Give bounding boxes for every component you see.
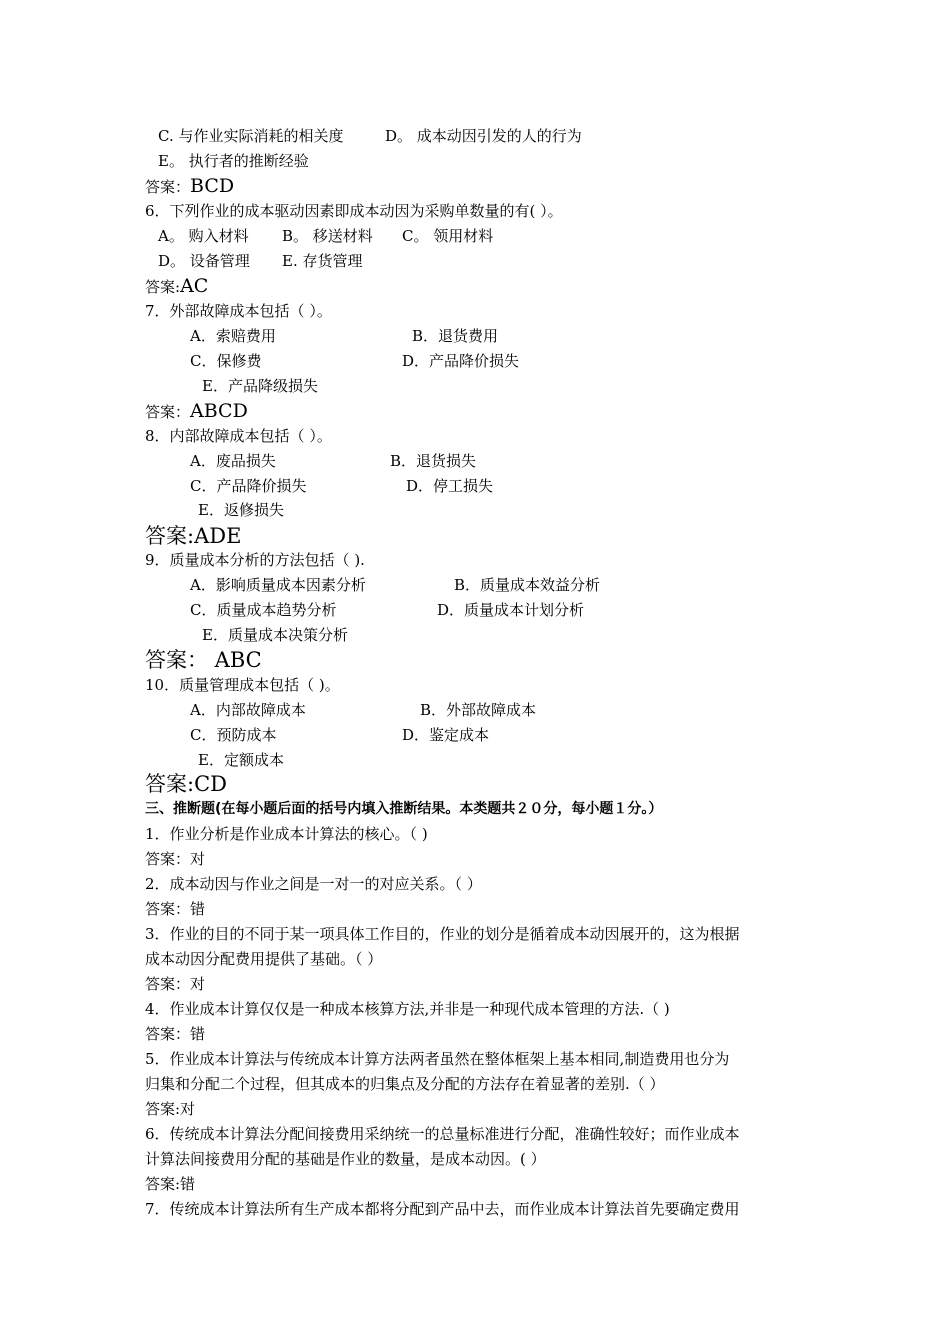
q6-option-c: C。 领用材料 [402, 227, 494, 245]
tf-question-2: 2．成本动因与作业之间是一对一的对应关系。（ ） [145, 875, 482, 893]
tf-question-1: 1．作业分析是作业成本计算法的核心。（ ) [145, 825, 428, 843]
tf-question-3-line1: 3．作业的目的不同于某一项具体工作目的，作业的划分是循着成本动因展开的，这为根据 [145, 925, 740, 943]
q10-option-a: A．内部故障成本 [190, 701, 306, 719]
q7-option-b: B．退货费用 [412, 327, 499, 345]
q7-answer-value: ABCD [190, 400, 248, 422]
tf-answer-4: 答案：错 [145, 1025, 206, 1043]
tf-question-7-line1: 7．传统成本计算法所有生产成本都将分配到产品中去，而作业成本计算法首先要确定费用 [145, 1200, 740, 1218]
q6-answer: 答案:AC [145, 275, 209, 297]
q8-option-a: A．废品损失 [190, 452, 276, 470]
q8-stem: 8．内部故障成本包括（ ）。 [145, 427, 332, 445]
q10-option-c: C．预防成本 [190, 726, 277, 744]
q10-option-d: D．鉴定成本 [402, 726, 490, 744]
q7-option-d: D．产品降价损失 [402, 352, 520, 370]
tf-question-5-line2: 归集和分配二个过程，但其成本的归集点及分配的方法存在着显著的差别.（ ） [145, 1075, 665, 1093]
tf-question-3-line2: 成本动因分配费用提供了基础。（ ） [145, 950, 383, 968]
q9-option-d: D．质量成本计划分析 [437, 601, 585, 619]
q6-option-e: E. 存货管理 [282, 252, 363, 270]
q5-option-c: C. 与作业实际消耗的相关度 [158, 127, 344, 145]
q9-option-e: E．质量成本决策分析 [202, 626, 348, 644]
tf-answer-2: 答案：错 [145, 900, 206, 918]
q9-option-c: C．质量成本趋势分析 [190, 601, 337, 619]
q9-option-a: A．影响质量成本因素分析 [190, 576, 366, 594]
q9-option-b: B．质量成本效益分析 [454, 576, 601, 594]
q8-answer: 答案:ADE [145, 524, 242, 548]
q10-option-b: B．外部故障成本 [420, 701, 537, 719]
q5-answer-value: BCD [190, 175, 235, 197]
q7-answer: 答案：ABCD [145, 400, 248, 422]
q6-option-b: B。 移送材料 [282, 227, 373, 245]
q8-option-d: D．停工损失 [406, 477, 494, 495]
q5-option-d: D。 成本动因引发的人的行为 [385, 127, 582, 145]
tf-question-6-line1: 6．传统成本计算法分配间接费用采纳统一的总量标准进行分配，准确性较好；而作业成本 [145, 1125, 740, 1143]
q10-stem: 10．质量管理成本包括（ )。 [145, 676, 340, 694]
q9-answer: 答案： ABC [145, 648, 262, 672]
q8-option-e: E．返修损失 [198, 501, 284, 519]
q7-option-a: A．索赔费用 [190, 327, 276, 345]
tf-question-6-line2: 计算法间接费用分配的基础是作业的数量，是成本动因。( ） [145, 1150, 546, 1168]
q6-stem: 6．下列作业的成本驱动因素即成本动因为采购单数量的有( ）。 [145, 202, 563, 220]
tf-question-5-line1: 5．作业成本计算法与传统成本计算方法两者虽然在整体框架上基本相同,制造费用也分为 [145, 1050, 730, 1068]
tf-answer-1: 答案：对 [145, 850, 206, 868]
q8-option-c: C．产品降价损失 [190, 477, 307, 495]
tf-answer-3: 答案：对 [145, 975, 206, 993]
q6-option-d: D。 设备管理 [158, 252, 250, 270]
q6-option-a: A。 购入材料 [158, 227, 249, 245]
tf-answer-6: 答案:错 [145, 1175, 196, 1193]
q10-answer: 答案:CD [145, 772, 227, 796]
tf-question-4: 4．作业成本计算仅仅是一种成本核算方法,并非是一种现代成本管理的方法.（ ) [145, 1000, 670, 1018]
q10-option-e: E．定额成本 [198, 751, 284, 769]
section-heading: 三、推断题(在每小题后面的括号内填入推断结果。本类题共２０分，每小题１分。） [145, 801, 663, 817]
q9-stem: 9．质量成本分析的方法包括（ ). [145, 551, 365, 569]
q7-stem: 7．外部故障成本包括（ ）。 [145, 302, 332, 320]
q8-option-b: B．退货损失 [390, 452, 477, 470]
q7-option-c: C．保修费 [190, 352, 262, 370]
q5-answer: 答案：BCD [145, 175, 235, 197]
tf-answer-5: 答案:对 [145, 1100, 196, 1118]
q5-option-e: E。 执行者的推断经验 [158, 152, 309, 170]
q7-option-e: E．产品降级损失 [202, 377, 318, 395]
q6-answer-value: AC [180, 275, 209, 297]
